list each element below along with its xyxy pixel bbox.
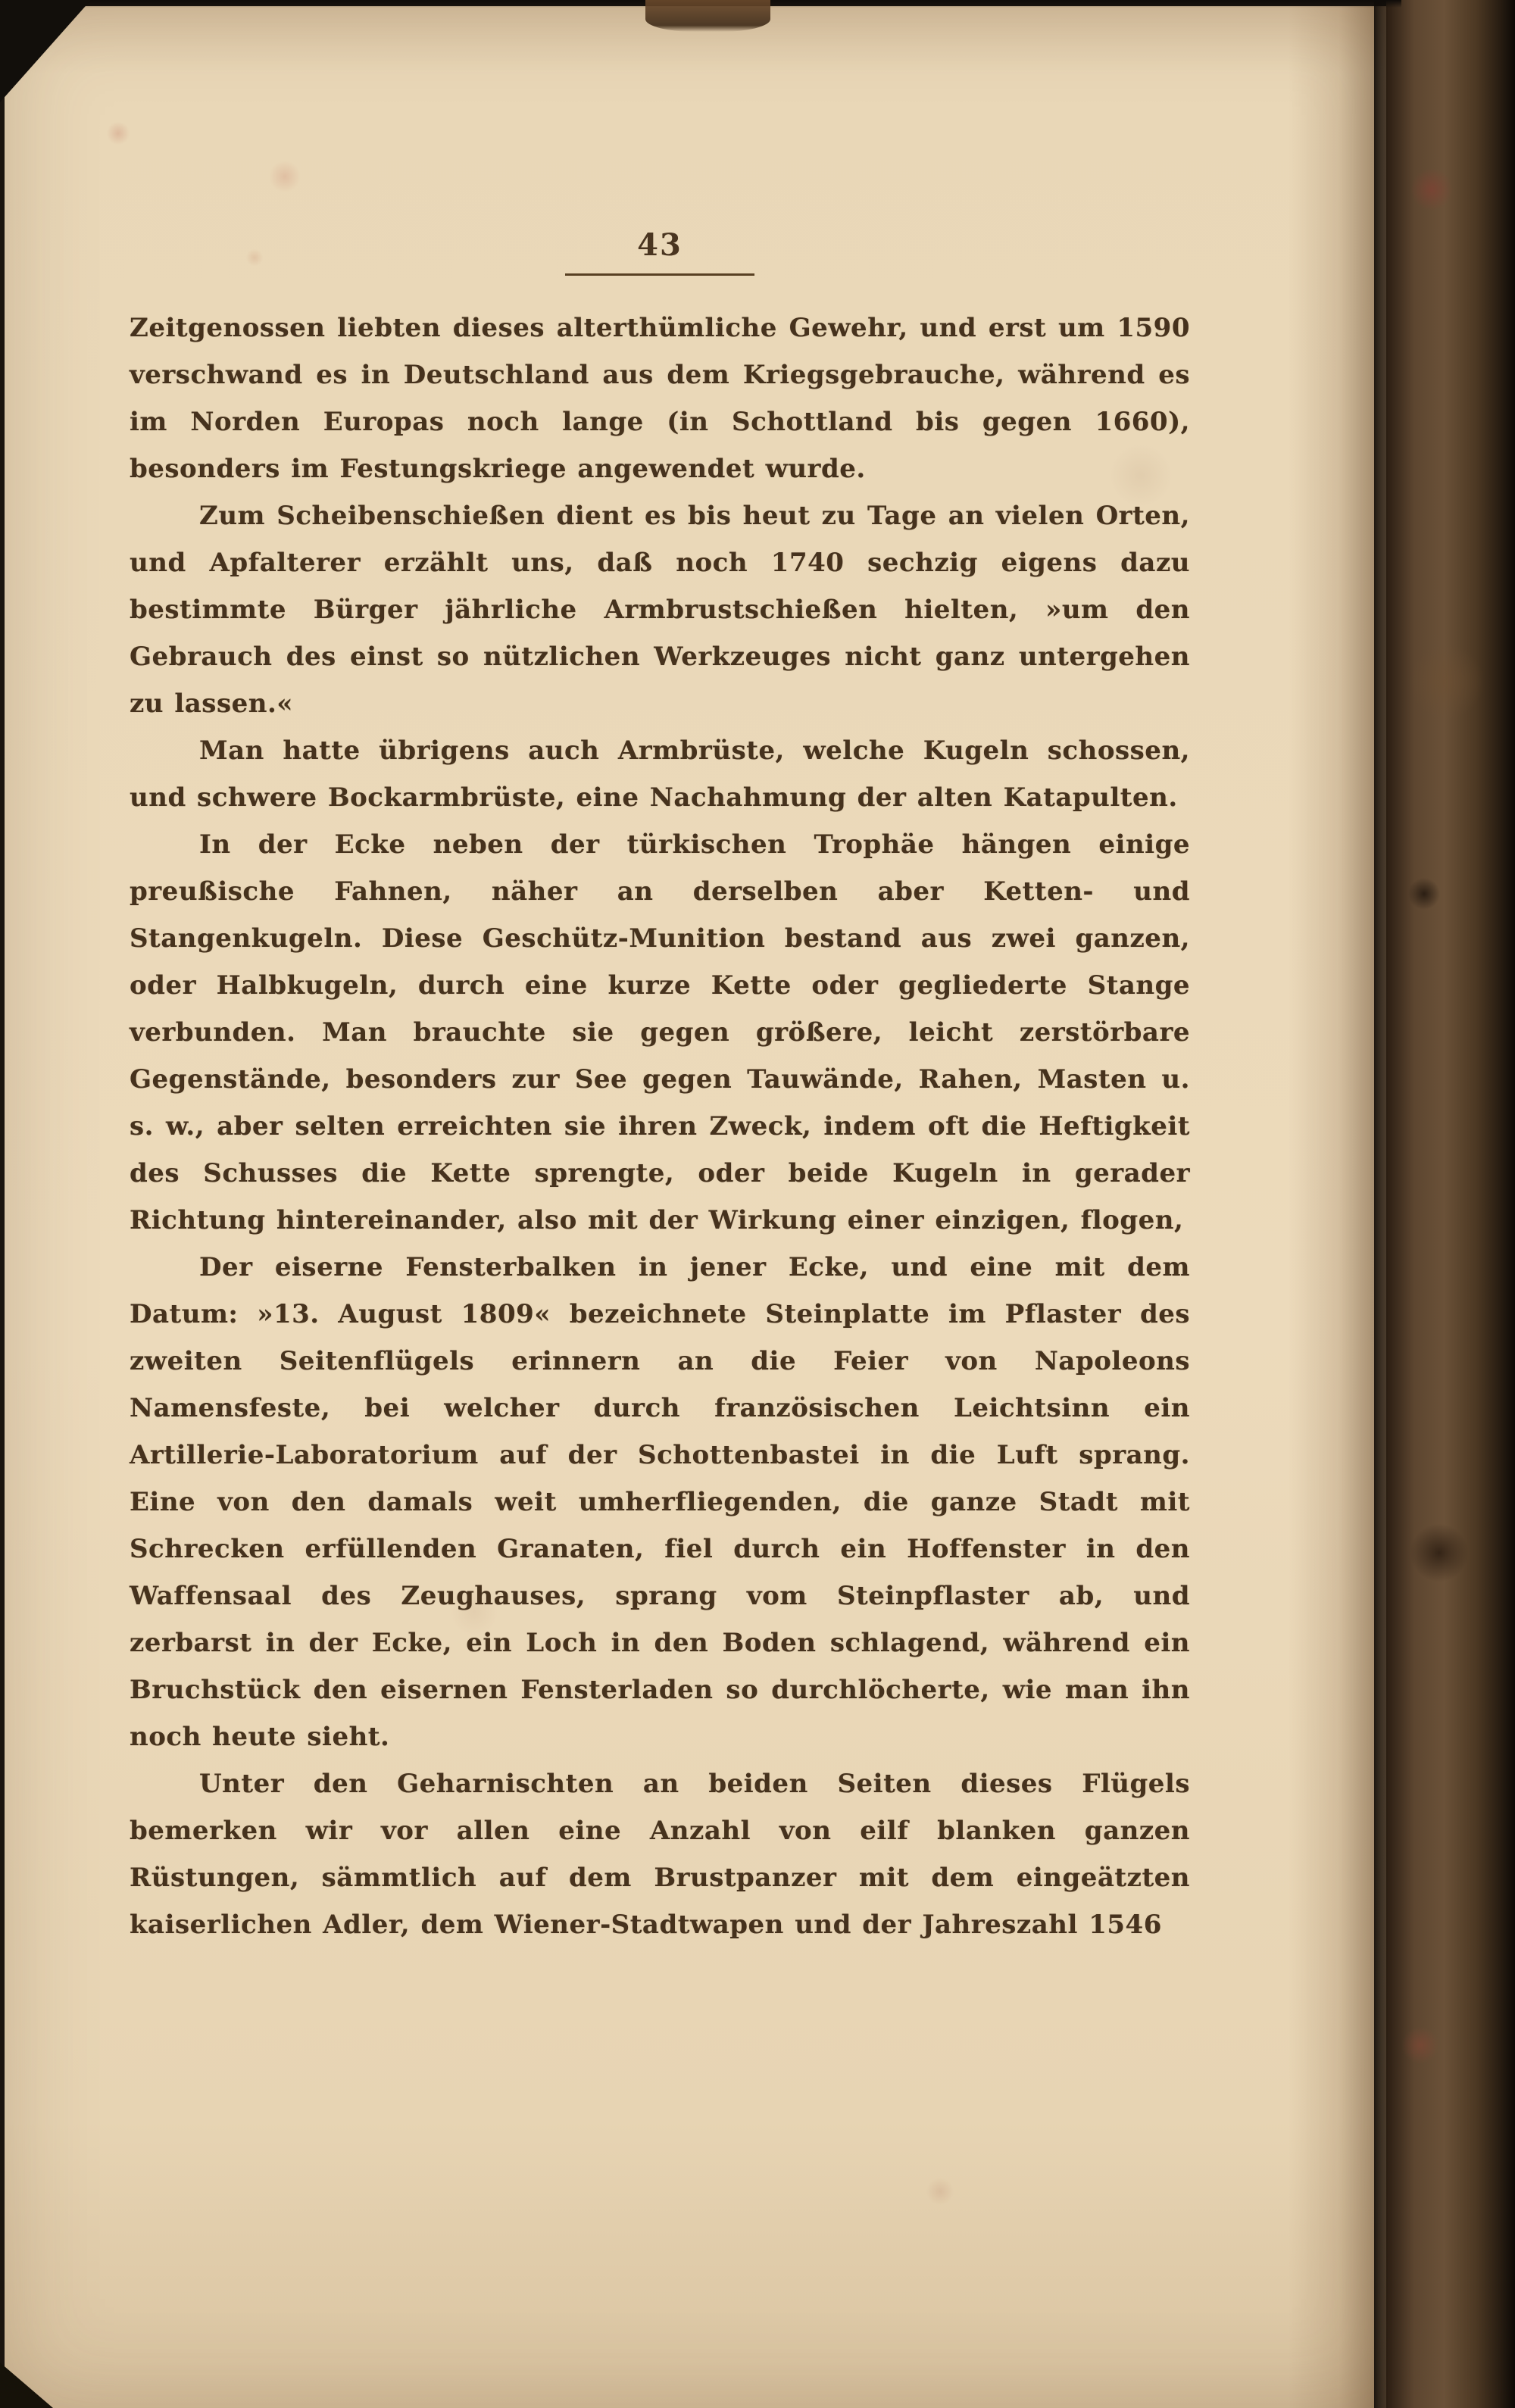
paragraph: Der eiserne Fensterbalken in jener Ecke, und eine mit dem Datum: »13. August 1809« bezeichnete Steinplatte im Pflaster des zweiten Seitenflügels erinnern an die Feier von Napoleons Namensfeste, bei welcher durch französischen Leichtsinn ein Artillerie-Laboratorium auf der Schottenbastei in die Luft sprang. Eine von den damals weit umherfliegenden, die ganze Stadt mit Schrecken erfüllenden Granaten, fiel durch ein Hoffenster in den Waffensaal des Zeughauses, sprang vom Steinpflaster ab, und zerbarst in der Ecke, ein Loch in den Boden schlagend, während ein Bruchstück den eisernen Fensterladen so durchlöcherte, wie man ihn noch heute sieht. [130,1252,1190,1752]
paragraph: Unter den Geharnischten an beiden Seiten dieses Flügels bemerken wir vor allen eine Anzahl von eilf blanken ganzen Rüstungen, sämmtlich auf dem Brustpanzer mit dem eingeätzten kaiserlichen Adler, dem Wiener-Stadtwapen und der Jahreszahl 1546 [130,1769,1190,1940]
page-content [130,6,1190,1948]
page-number: 43 [565,227,754,276]
book-page [5,6,1401,2408]
book-spine [1386,0,1515,2408]
page-text [130,305,1190,1948]
paragraph: Zeitgenossen liebten dieses alterthümliche Gewehr, und erst um 1590 verschwand es in Deutschland aus dem Kriegsgebrauche, während es im Norden Europas noch lange (in Schottland bis gegen 1660), besonders im Festungskriege angewendet wurde. [130,313,1190,484]
paragraph: In der Ecke neben der türkischen Trophäe hängen einige preußische Fahnen, näher an derselben aber Ketten- und Stangenkugeln. Diese Geschütz-Munition bestand aus zwei ganzen, oder Halbkugeln, durch eine kurze Kette oder gegliederte Stange verbunden. Man brauchte sie gegen größere, leicht zerstörbare Gegenstände, besonders zur See gegen Tauwände, Rahen, Masten u. s. w., aber selten erreichten sie ihren Zweck, indem oft die Heftigkeit des Schusses die Kette sprengte, oder beide Kugeln in gerader Richtung hintereinander, also mit der Wirkung einer einzigen, flogen, [130,829,1190,1235]
paragraph: Zum Scheibenschießen dient es bis heut zu Tage an vielen Orten, und Apfalterer erzählt uns, daß noch 1740 sechzig eigens dazu bestimmte Bürger jährliche Armbrustschießen hielten, »um den Gebrauch des einst so nützlichen Werkzeuges nicht ganz untergehen zu lassen.« [130,501,1190,719]
page-number-wrap [130,227,1190,276]
cover-corner-leather [645,0,770,32]
paragraph: Man hatte übrigens auch Armbrüste, welche Kugeln schossen, und schwere Bockarmbrüste, eine Nachahmung der alten Katapulten. [130,736,1190,813]
